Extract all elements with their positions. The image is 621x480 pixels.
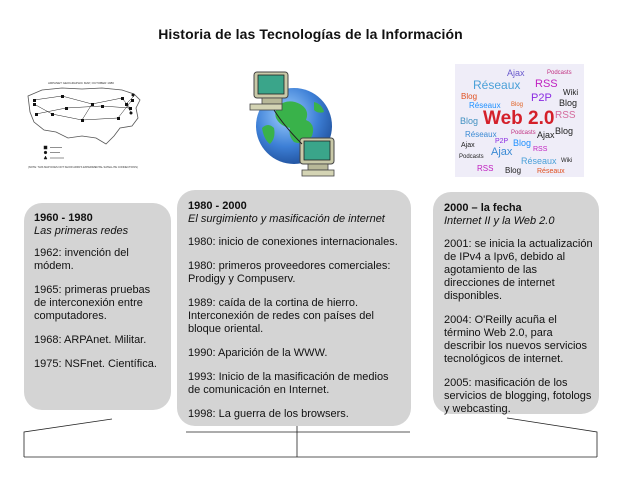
timeline-event: 1990: Aparición de la WWW. <box>188 347 328 359</box>
timeline-event: 1993: Inicio de la masificación de medios de comunicación en Internet. <box>188 371 389 396</box>
web2-headline: Web 2.0 <box>483 108 555 129</box>
timeline-event: 1980: inicio de conexiones internacionales. <box>188 236 398 248</box>
timeline-event: 2005: masificación de los servicios de blogging, fotologs y webcasting. <box>444 377 592 415</box>
period-card-1960-1980 <box>24 203 171 410</box>
card-period: 1960 - 1980 <box>34 212 93 224</box>
timeline-event: 2004: O'Reilly acuña el término Web 2.0, para describir los nuevos servicios tecnológicos de internet. <box>444 314 588 365</box>
page-title: Historia de las Tecnologías de la Información <box>158 26 463 42</box>
timeline-event: 1989: caída de la cortina de hierro. Interconexión de redes con países del bloque oriental. <box>188 297 374 335</box>
period-card-2000-la-fecha <box>433 192 599 414</box>
card-period: 2000 – la fecha <box>444 202 522 214</box>
timeline-event: 1968: ARPAnet. Militar. <box>34 334 147 346</box>
map-note: (NOTE: THIS MAP DOES NOT SHOW ARPA'S EXPERIMENTAL SATELLITE CONNECTIONS) <box>28 166 138 169</box>
timeline-event: 1965: primeras pruebas de interconexión entre computadores. <box>34 284 151 322</box>
timeline-event: 2001: se inicia la actualización de IPv4 a Ipv6, debido al agotamiento de las direcciones de internet disponibles. <box>444 238 593 302</box>
period-card-1980-2000 <box>177 190 411 426</box>
map-caption: ARPANET GEOGRAPHIC MAP, OCTOBER 1980 <box>48 81 114 85</box>
timeline-event: 1962: invención del módem. <box>34 247 129 272</box>
timeline-event: 1975: NSFnet. Científica. <box>34 358 157 370</box>
card-subtitle: Internet II y la Web 2.0 <box>444 215 555 227</box>
card-subtitle: Las primeras redes <box>34 225 129 237</box>
timeline-event: 1980: primeros proveedores comerciales: Prodigy y Compuserv. <box>188 260 391 285</box>
card-period: 1980 - 2000 <box>188 200 247 212</box>
web2-wordcloud-image: Ajax Podcasts Réseaux RSS Wiki Blog P2P Blog Réseaux Blog RSS Blog Web 2.0 Blog Réseaux Podcasts Ajax P2P Blog Ajax Ajax RSS Podcasts Réseaux Wiki RSS Blog Réseaux <box>455 64 584 177</box>
timeline-event: 1998: La guerra de los browsers. <box>188 408 349 420</box>
card-subtitle: El surgimiento y masificación de internet <box>188 213 385 225</box>
